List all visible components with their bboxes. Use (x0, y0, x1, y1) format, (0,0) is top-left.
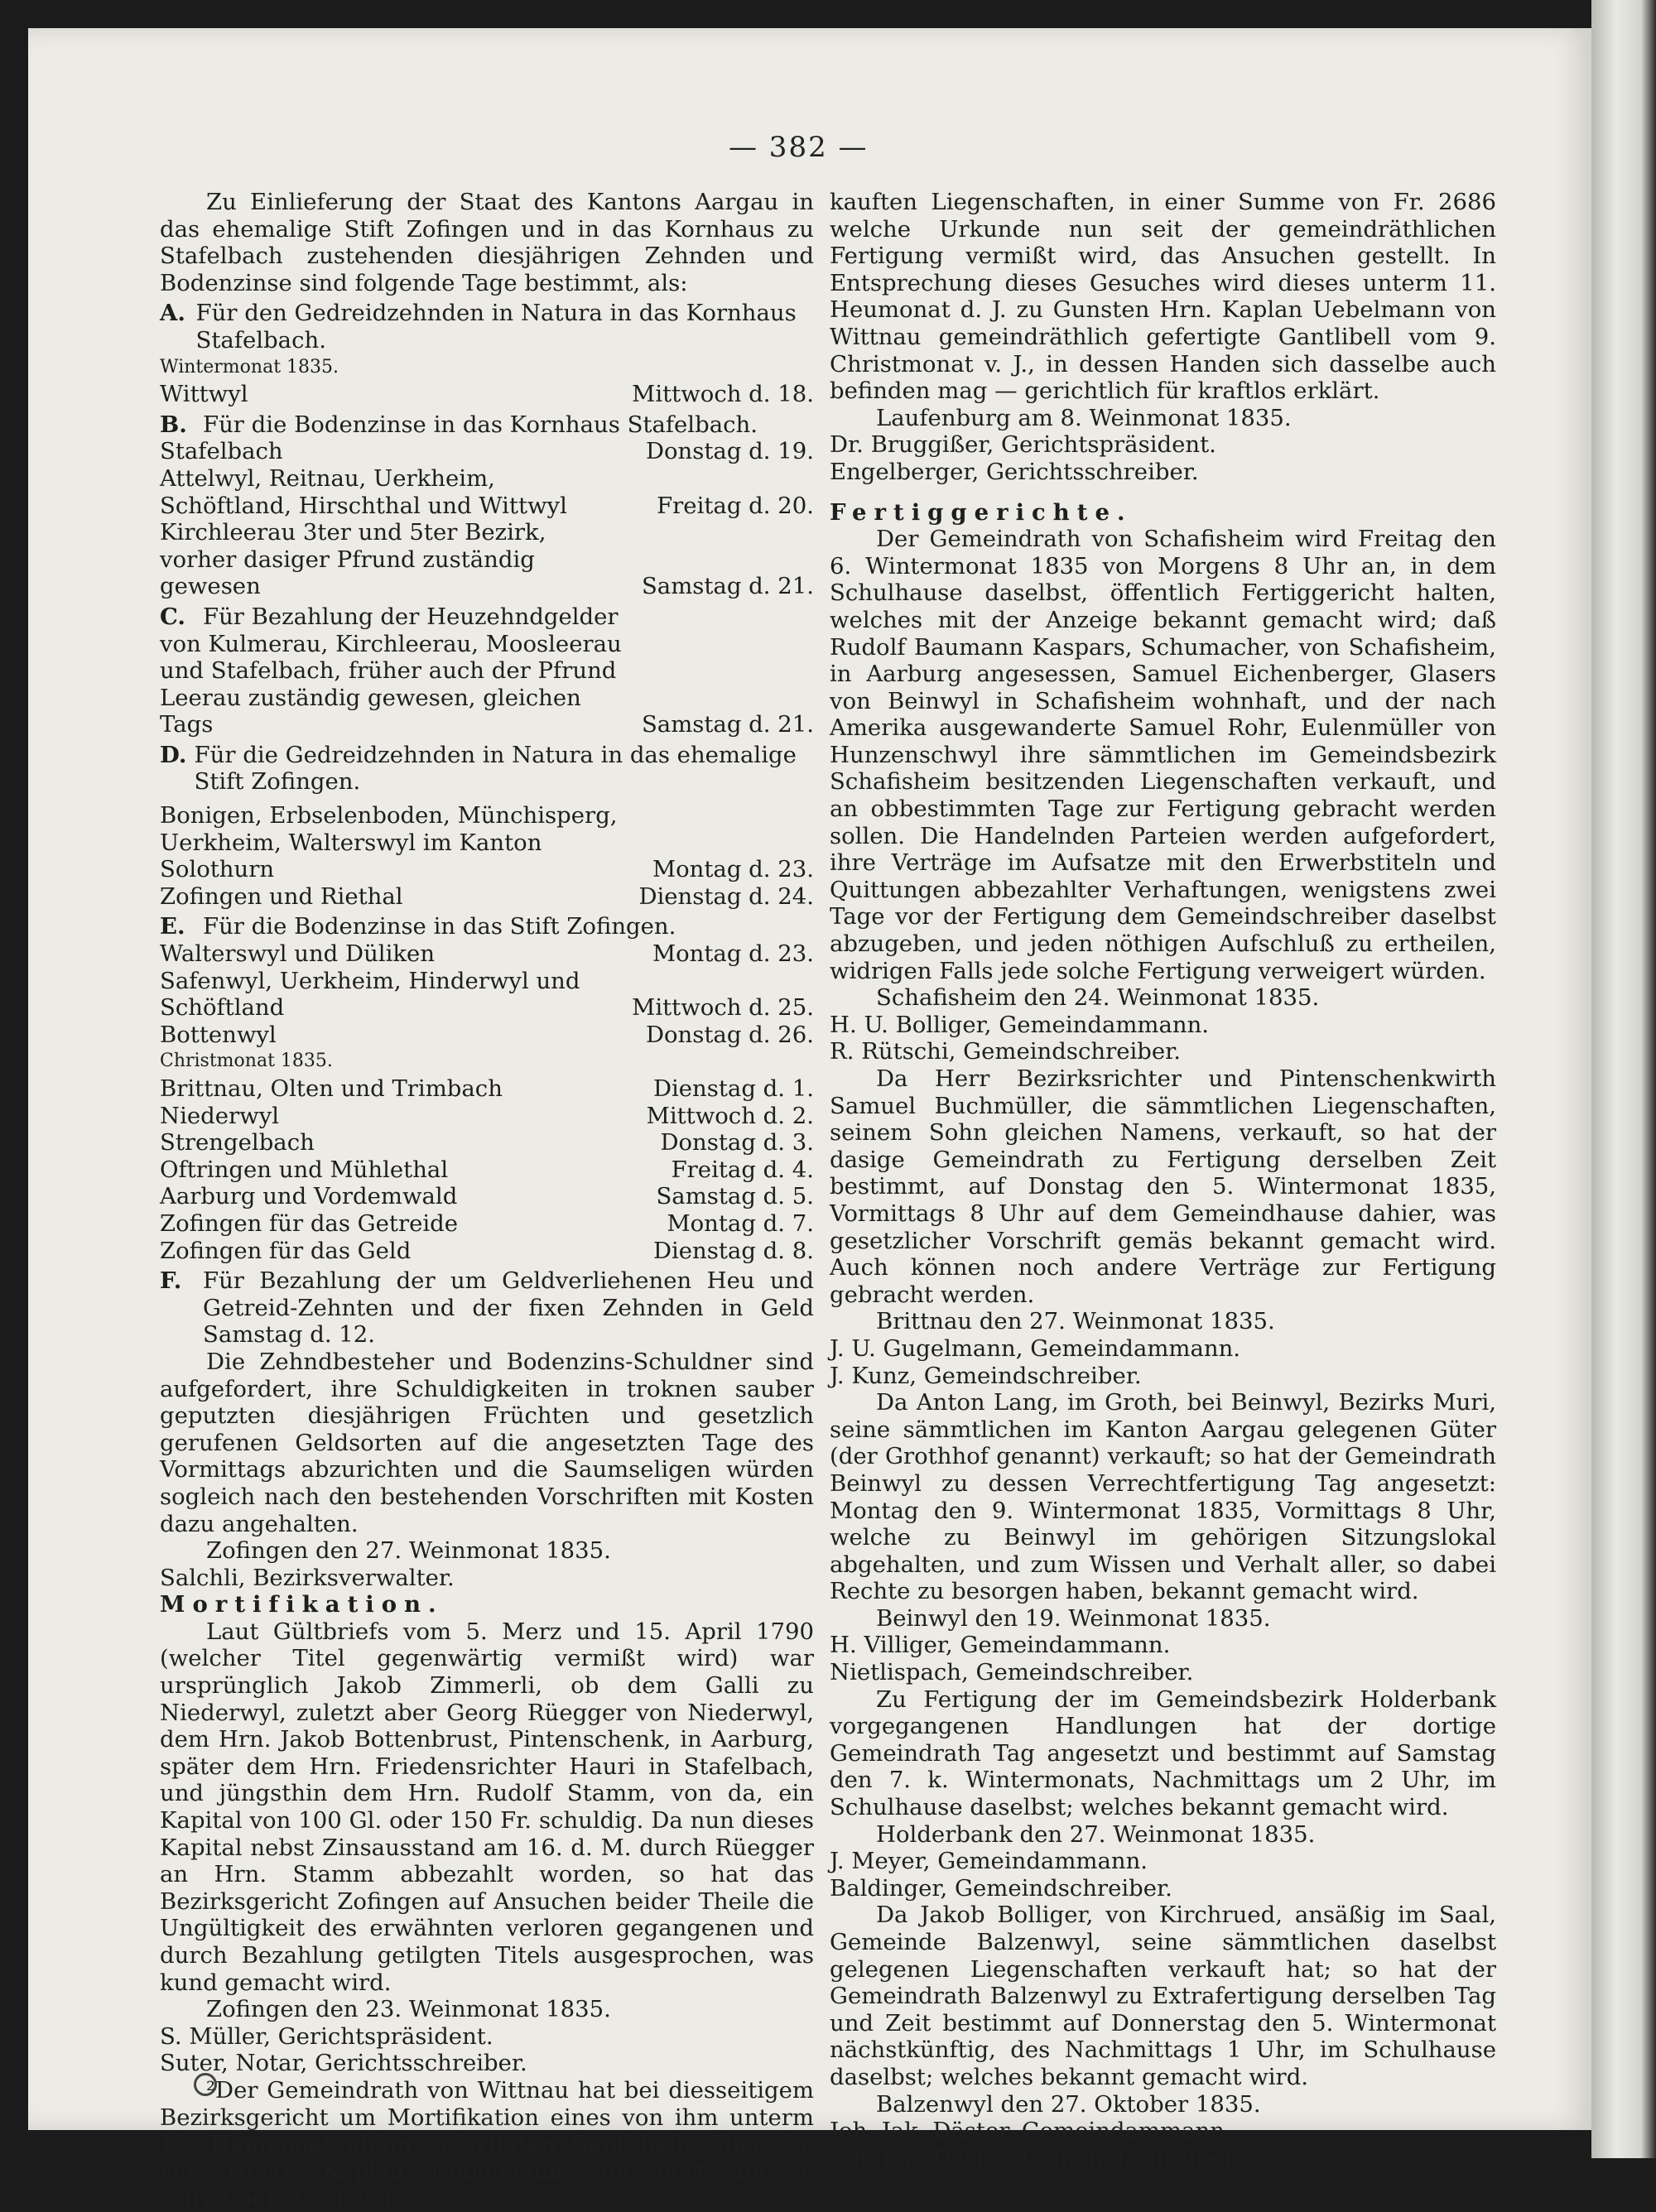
signature: Baldinger, Gemeindschreiber. (830, 1874, 1172, 1902)
section-title: Für den Gedreidzehnden in Natura in das Kornhaus Stafelbach. (195, 300, 797, 353)
schedule-row (160, 1103, 814, 1130)
dateline: Zofingen den 23. Weinmonat 1835. (206, 1996, 611, 2023)
dateline: Beinwyl den 19. Weinmonat 1835. (876, 1604, 1271, 1632)
schedule-row (160, 802, 814, 883)
left-column (160, 189, 814, 2212)
section-title: Für die Gedreidzehnden in Natura in das ehemalige Stift Zofingen. (194, 741, 797, 796)
schedule-row (160, 519, 814, 600)
schedule-row (160, 1075, 814, 1103)
schedule-day: Mittwoch d. 18. (632, 381, 814, 408)
schedule-place: Brittnau, Olten und Trimbach (160, 1075, 503, 1102)
fertiggerichte-heading: Fertiggerichte. (830, 498, 1133, 526)
schedule-place: Zofingen für das Geld (160, 1237, 412, 1264)
mortifikation-paragraph-2: ²Der Gemeindrath von Wittnau hat bei diesseitigem Bezirksgericht um Mortifikation eines von ihm unterm 11. Heumonat abhin gefertigten Gantlibells über die von Herrn Kaplan Uebelmann von dort am 9. Christmonat v. J. ver- (160, 2076, 814, 2212)
schedule-day: Montag d. 7. (667, 1209, 814, 1237)
section-key: A. (160, 300, 185, 327)
schedule-place: Stafelbach (160, 438, 283, 465)
schedule-row (160, 438, 814, 465)
schedule-day: Dienstag d. 24. (638, 882, 814, 910)
schedule-day: Samstag d. 5. (656, 1183, 814, 1210)
schedule-place: Niederwyl (160, 1102, 280, 1129)
schedule-place: Oftringen und Mühlethal (160, 1156, 449, 1183)
signature: Salchli, Bezirksverwalter. (160, 1564, 455, 1591)
schedule-row (160, 465, 814, 519)
schedule-day: Mittwoch d. 25. (632, 994, 814, 1022)
signature: S. Müller, Gerichtspräsident. (160, 2022, 493, 2050)
dateline: Brittnau den 27. Weinmonat 1835. (876, 1308, 1275, 1335)
schedule-row (160, 1129, 814, 1156)
section-c-heading (160, 603, 814, 631)
section-title: Für die Bodenzinse in das Kornhaus Stafelbach. (203, 411, 758, 438)
section-key: F. (160, 1267, 182, 1295)
dateline: Holderbank den 27. Weinmonat 1835. (876, 1820, 1316, 1848)
schedule-day: Donstag d. 26. (645, 1021, 814, 1048)
section-key: D. (160, 741, 187, 768)
schedule-day: Montag d. 23. (652, 856, 814, 883)
schedule-day: Donstag d. 3. (660, 1129, 814, 1156)
month-label: Christmonat 1835. (160, 1051, 333, 1072)
schedule-row (160, 883, 814, 911)
signature: H. Villiger, Gemeindammann. (830, 1632, 1171, 1659)
section-key: B. (160, 411, 187, 438)
schedule-place: Aarburg und Vordemwald (160, 1183, 458, 1210)
intro-paragraph: Zu Einlieferung der Staat des Kantons Aargau in das ehemalige Stift Zofingen und in das Kornhaus zu Stafelbach zustehenden diesjährigen Zehnden und Bodenzinse sind folgende Tage bestimmt, als: (160, 189, 814, 296)
schedule-row (160, 1210, 814, 1238)
mortifikation-paragraph: Laut Gültbriefs vom 5. Merz und 15. April 1790 (welcher Titel gegenwärtig vermißt wird) war ursprünglich Jakob Zimmerli, ob dem Galli zu Niederwyl, zuletzt aber Georg Rüegger von Niederwyl, dem Hrn. Jakob Bottenbrust, Pintenschenk, in Aarburg, später dem Hrn. Friedensrichter Hauri in Stafelbach, und jüngsthin dem Hrn. Rudolf Stamm, von da, ein Kapital von 100 Gl. oder 150 Fr. schuldig. Da nun dieses Kapital nebst Zinsausstand am 16. d. M. durch Rüegger an Hrn. Stamm abbezahlt worden, so hat das Bezirksgericht Zofingen auf Ansuchen beider Theile die Ungültigkeit des erwähnten verloren gegangenen und durch Bezahlung getilgten Titels ausgesprochen, was kund gemacht wird. (160, 1618, 814, 1996)
schedule-day: Samstag d. 21. (641, 573, 814, 600)
section-key: E. (160, 913, 185, 940)
signature: Engelberger, Gerichtsschreiber. (830, 458, 1199, 485)
closing-paragraph: Die Zehndbesteher und Bodenzins-Schuldner sind aufgefordert, ihre Schuldigkeiten in troknen sauber geputzten diesjährigen Früchten und gesetzlich gerufenen Geldsorten auf die angesetzten Tage des Vormittags abzurichten und die Saumseligen würden sogleich nach den bestehenden Vorschriften mit Kosten dazu angehalten. (160, 1348, 814, 1537)
dateline: Zofingen den 27. Weinmonat 1835. (206, 1537, 611, 1565)
schedule-day: Dienstag d. 1. (652, 1075, 814, 1102)
signature: Joh. Jak. Däster, Gemeindschreiber. (830, 2144, 1240, 2171)
schedule-place: Kirchleerau 3ter und 5ter Bezirk, vorher dasiger Pfrund zuständig gewesen (160, 519, 546, 600)
signature: Suter, Notar, Gerichtsschreiber. (160, 2050, 527, 2077)
schedule-day: Freitag d. 4. (671, 1156, 814, 1183)
schedule-row (160, 1183, 814, 1210)
schedule-row (160, 1156, 814, 1184)
schedule-day: Samstag d. 21. (641, 711, 814, 738)
signature: J. U. Gugelmann, Gemeindammann. (830, 1334, 1241, 1362)
notice-paragraph: Da Jakob Bolliger, von Kirchrued, ansäßig im Saal, Gemeinde Balzenwyl, seine sämmtlichen daselbst gelegenen Liegenschaften verkauft hat; so hat der Gemeindrath Balzenwyl zu Extrafertigung derselben Tag und Zeit bestimmt auf Donnerstag den 5. Wintermonat nächstkünftig, des Nachmittags 1 Uhr, im Schulhause daselbst; welches bekannt gemacht wird. (830, 1902, 1496, 2090)
schedule-place: Bonigen, Erbselenboden, Münchisperg, Uerkheim, Walterswyl im Kanton Solothurn (160, 802, 618, 883)
schedule-row (160, 381, 814, 408)
schedule-place: Zofingen und Riethal (160, 882, 403, 910)
schedule-row (160, 1022, 814, 1049)
page-number: — 382 — (729, 131, 869, 164)
dateline: Schafisheim den 24. Weinmonat 1835. (876, 984, 1320, 1012)
dateline: Balzenwyl den 27. Oktober 1835. (876, 2090, 1261, 2118)
mortifikation-heading: Mortifikation. (160, 1591, 444, 1618)
section-b-heading (160, 411, 814, 439)
schedule-place: Walterswyl und Düliken (160, 940, 436, 968)
schedule-day: Mittwoch d. 2. (646, 1102, 814, 1129)
signature: Joh. Jak. Däster, Gemeindammann. (830, 2118, 1232, 2145)
schedule-place: Safenwyl, Uerkheim, Hinderwyl und Schöftland (160, 967, 580, 1022)
section-a-heading (160, 300, 814, 353)
dateline: Laufenburg am 8. Weinmonat 1835. (876, 404, 1292, 431)
schedule-day: Montag d. 23. (652, 940, 814, 968)
signature: Nietlispach, Gemeindschreiber. (830, 1659, 1194, 1686)
section-e-heading (160, 913, 814, 940)
schedule-place: Zofingen für das Getreide (160, 1209, 459, 1237)
signature: J. Kunz, Gemeindschreiber. (830, 1362, 1142, 1389)
schedule-place: Attelwyl, Reitnau, Uerkheim, Schöftland, Hirschthal und Wittwyl (160, 464, 567, 519)
signature: H. U. Bolliger, Gemeindammann. (830, 1011, 1210, 1038)
schedule-row (160, 631, 814, 738)
signature: Dr. Bruggißer, Gerichtspräsident. (830, 431, 1216, 459)
section-title: Für Bezahlung der um Geldverliehenen Heu und Getreid-Zehnten und der fixen Zehnden in Geld Samstag d. 12. (203, 1267, 814, 1349)
schedule-place: von Kulmerau, Kirchleerau, Moosleerau und Stafelbach, früher auch der Pfrund Leerau zuständig gewesen, gleichen Tags (160, 630, 622, 738)
month-label: Wintermonat 1835. (160, 356, 339, 377)
schedule-day: Donstag d. 19. (645, 438, 814, 465)
schedule-row (160, 940, 814, 968)
book-spine (1591, 0, 1656, 2158)
notice-paragraph: Der Gemeindrath von Schafisheim wird Freitag den 6. Wintermonat 1835 von Morgens 8 Uhr an, in dem Schulhause daselbst, öffentlich Fertiggericht halten, welches mit der Anzeige bekannt gemacht wird; daß Rudolf Baumann Kaspars, Schumacher, von Schafisheim, in Aarburg angesessen, Samuel Eichenberger, Glasers von Beinwyl in Schafisheim wohnhaft, und der nach Amerika ausgewanderte Samuel Rohr, Eulenmüller von Hunzenschwyl ihre sämmtlichen im Gemeindsbezirk Schafisheim besitzenden Liegenschaften verkauft, und an obbestimmten Tage zur Fertigung gebracht werden sollen. Die Handelnden Parteien werden aufgefordert, ihre Verträge im Aufsatze mit den Erwerbstiteln und Quittungen abbezahlter Verhaftungen, wenigstens zwei Tage vor der Fertigung dem Gemeindschreiber daselbst abzugeben, und jeden nöthigen Aufschluß zu ertheilen, widrigen Falls jede solche Fertigung verweigert würden. (830, 526, 1496, 984)
section-f-heading (160, 1267, 814, 1349)
notice-paragraph: Da Anton Lang, im Groth, bei Beinwyl, Bezirks Muri, seine sämmtlichen im Kanton Aargau gelegenen Güter (der Grothhof genannt) verkauft; so hat der Gemeindrath Beinwyl zu dessen Verrechtfertigung Tag angesetzt: Montag den 9. Wintermonat 1835, Vormittags 8 Uhr, welche zu Beinwyl im gehörigen Sitzungslokal abgehalten, und zum Wissen und Verhalt aller, so dabei Rechte zu besorgen haben, bekannt gemacht wird. (830, 1389, 1496, 1605)
mortifikation-continued: kauften Liegenschaften, in einer Summe von Fr. 2686 welche Urkunde nun seit der gemeindräthlichen Fertigung vermißt wird, das Ansuchen gestellt. In Entsprechung dieses Gesuches wird dieses unterm 11. Heumonat d. J. zu Gunsten Hrn. Kaplan Uebelmann von Wittnau gemeindräthlich gefertigte Gantlibell vom 9. Christmonat v. J., in dessen Handen sich dasselbe auch befinden mag — gerichtlich für kraftlos erklärt. (830, 189, 1496, 405)
signature: R. Rütschi, Gemeindschreiber. (830, 1038, 1182, 1065)
right-column (830, 189, 1496, 2171)
signature: J. Meyer, Gemeindammann. (830, 1848, 1148, 1875)
section-key: C. (160, 603, 185, 630)
schedule-day: Dienstag d. 8. (652, 1237, 814, 1264)
schedule-row (160, 1238, 814, 1265)
schedule-day: Freitag d. 20. (657, 492, 814, 519)
notice-paragraph: Zu Fertigung der im Gemeindsbezirk Holderbank vorgegangenen Handlungen hat der dortige Gemeindrath Tag angesetzt und bestimmt auf Samstag den 7. k. Wintermonats, Nachmittags um 2 Uhr, im Schulhause daselbst; welches bekannt gemacht wird. (830, 1685, 1496, 1821)
schedule-place: Bottenwyl (160, 1021, 277, 1048)
section-title: Für Bezahlung der Heuzehndgelder (203, 603, 619, 630)
schedule-row (160, 968, 814, 1022)
schedule-place: Wittwyl (160, 381, 248, 408)
section-d-heading (160, 742, 814, 796)
notice-paragraph: Da Herr Bezirksrichter und Pintenschenkwirth Samuel Buchmüller, die sämmtlichen Liegenschaften, seinem Sohn gleichen Namens, verkauft, so hat der dasige Gemeindrath zu Fertigung derselben Zeit bestimmt, auf Donstag den 5. Wintermonat 1835, Vormittags 8 Uhr auf dem Gemeindhause dahier, was gesetzlicher Vorschrift gemäs bekannt gemacht wird. Auch können noch andere Verträge zur Fertigung gebracht werden. (830, 1065, 1496, 1308)
section-title: Für die Bodenzinse in das Stift Zofingen. (203, 913, 676, 940)
schedule-place: Strengelbach (160, 1129, 315, 1156)
